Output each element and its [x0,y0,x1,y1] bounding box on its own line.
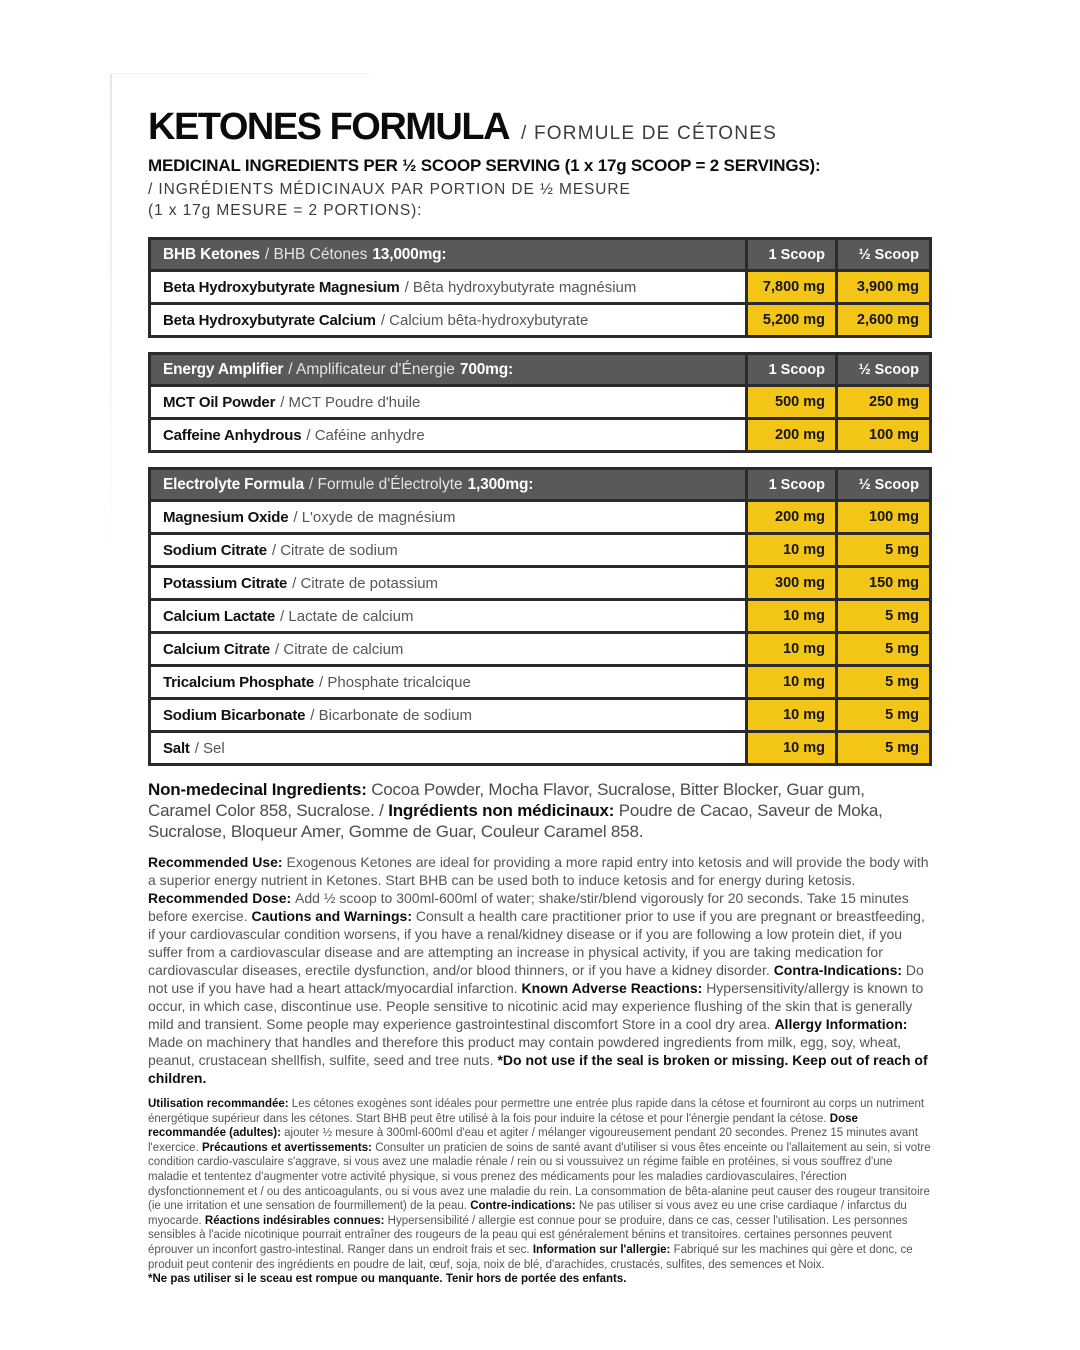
scoop-half-value: 5 mg [835,700,929,730]
text-run: Cautions and Warnings: [251,908,416,924]
col-1-scoop-header: 1 Scoop [745,355,835,384]
scoop-half-value: 5 mg [835,667,929,697]
scoop-1-value: 5,200 mg [745,305,835,335]
text-run: Consulter un praticien de soins de santé avant d'utiliser si vous êtes enceinte ou l'allaitement au sein, si votre condition cardio-vasculaire s'aggrave, si vous avez une maladie rénale / rein ou si voussuivez un régime faible en protéines, si vous souffrez d'une maladie et tententez d'augmenter votre activité physique, si vous prenez des médicaments pour les maladies cardiovasculaires, l'érection dysfonctionnement et / ou des anticoagulants, ou si vous avez une maladie du rein. La consommation de bêta-alanine peut causer des rougeur transitoire (ie une irritation et une sensation de fourmillement) de la peau. [148,1141,931,1213]
ingredient-name [151,733,745,763]
medicinal-ingredients-heading-french-line1: / INGRÉDIENTS MÉDICINAUX PAR PORTION DE ½ MESURE [148,181,631,198]
table-row [151,598,929,631]
table-name-french: / Amplificateur d'Énergie [288,360,455,378]
ingredient-name-french: / Bicarbonate de sodium [310,706,473,724]
text-run: Exogenous Ketones are ideal for providing a more rapid entry into ketosis and will provide the body with a superior energy nutrient in Ketones. Start BHB can be used both to induce ketosis and for energy during ketosis. [148,854,929,888]
medicinal-ingredients-heading-french-line2: (1 x 17g MESURE = 2 PORTIONS): [148,202,423,219]
text-run: Information sur l'allergie: [532,1243,674,1256]
ingredient-name-french: / Citrate de sodium [271,541,398,559]
text-run: Non-medecinal Ingredients: [148,780,372,799]
ingredient-name-french: / L'oxyde de magnésium [293,508,456,526]
table-row [151,532,929,565]
ingredient-name [151,601,745,631]
ingredient-name-english: Calcium Lactate [163,607,276,625]
scoop-half-value: 5 mg [835,601,929,631]
table-row [151,269,929,302]
usage-warnings-english [148,853,932,1087]
text-run: Fabriqué sur les machines qui gère et donc, ce produit peut contenir des ingrédients en poudre de lait, œuf, soja, noix de blé, d'arachides, crustacés, sulfites, des semences et Noix. [148,1243,913,1271]
text-run: Utilisation recommandée: [148,1098,292,1110]
ingredient-name-french: / Caféine anhydre [306,426,425,444]
medicinal-ingredients-heading: MEDICINAL INGREDIENTS PER ½ SCOOP SERVING (1 x 17g SCOOP = 2 SERVINGS): [148,156,821,175]
col-half-scoop-header: ½ Scoop [835,355,929,384]
table-name-french: / Formule d'Électrolyte [308,475,463,493]
ingredient-name-english: Caffeine Anhydrous [163,426,302,444]
col-half-scoop-header: ½ Scoop [835,240,929,269]
scoop-half-value: 3,900 mg [835,272,929,302]
scoop-1-value: 300 mg [745,568,835,598]
ingredient-name-french: / Citrate de potassium [292,574,439,592]
text-run: Recommended Use: [148,854,287,870]
product-title-french: / FORMULE DE CÉTONES [521,123,777,144]
table-row [151,302,929,335]
table-row [151,664,929,697]
table-header-row [151,470,929,499]
table-header-row [151,240,929,269]
ingredient-table [148,237,932,338]
ingredient-name-english: Potassium Citrate [163,574,288,592]
page-edge-horizontal [110,73,370,74]
ingredient-name-english: Sodium Bicarbonate [163,706,306,724]
table-row [151,499,929,532]
text-run: Réactions indésirables connues: [204,1214,388,1227]
text-run: Cocoa Powder, Mocha Flavor, Sucralose, Bitter Blocker, Guar gum, Caramel Color 858, Sucralose. / [148,780,865,820]
scoop-half-value: 100 mg [835,420,929,450]
usage-warnings-french [148,1097,932,1287]
table-name-french: / BHB Cétones [264,245,368,263]
text-run: ajouter ½ mesure à 300ml-600ml d'eau et agiter / mélanger vigoureusement pendant 20 secondes. Prenez 15 minutes avant l'exercice. [148,1127,918,1154]
table-header-row [151,355,929,384]
ingredient-name-english: Calcium Citrate [163,640,271,658]
scoop-half-value: 5 mg [835,733,929,763]
scoop-half-value: 250 mg [835,387,929,417]
text-run: Add ½ scoop to 300ml-600ml of water; shake/stir/blend vigorously for 20 seconds. Take 15 minutes before exercise. [148,890,909,924]
scoop-1-value: 10 mg [745,535,835,565]
ingredient-name-french: / Sel [194,739,225,757]
text-run: Hypersensibilité / allergie est connue pour se produire, dans ce cas, cesser l'utilisation. Les personnes sensibles à l'acide nicotinique pourrait entraîner des rougeurs de la peau qui est généralement bénins et transitoires. certaines personnes peuvent éprouver un inconfort gastro-intestinal. Ranger dans un endroit frais et sec. [148,1214,908,1256]
scoop-half-value: 150 mg [835,568,929,598]
table-header-title [151,355,745,384]
text-run: Poudre de Cacao, Saveur de Moka, Sucralose, Bloqueur Amer, Gomme de Guar, Couleur Caramel 858. [148,801,883,841]
ingredient-tables [148,237,932,766]
ingredient-name-french: / Phosphate tricalcique [319,673,471,691]
table-name-english: BHB Ketones [163,245,260,263]
scoop-1-value: 10 mg [745,700,835,730]
ingredient-name [151,387,745,417]
ingredient-name [151,502,745,532]
ingredient-name [151,272,745,302]
text-run: Précautions et avertissements: [201,1141,376,1154]
scoop-1-value: 200 mg [745,420,835,450]
text-run: Recommended Dose: [148,890,296,906]
text-run: Ingrédients non médicinaux: [388,801,619,820]
ingredient-name [151,305,745,335]
ingredient-name-english: Beta Hydroxybutyrate Magnesium [163,278,400,296]
scoop-1-value: 7,800 mg [745,272,835,302]
table-total-amount: 1,300mg: [467,475,534,493]
scoop-1-value: 10 mg [745,634,835,664]
table-total-amount: 13,000mg: [372,245,447,263]
ingredient-name-french: / Citrate de calcium [275,640,404,658]
page-edge-vertical [110,73,112,553]
text-run: Contra-Indications: [773,962,906,978]
col-1-scoop-header: 1 Scoop [745,470,835,499]
ingredient-name-french: / MCT Poudre d'huile [280,393,421,411]
text-run: Ne pas utiliser si vous avez eu une crise cardiaque / infarctus du myocarde. [148,1200,907,1227]
text-run: Consult a health care practitioner prior to use if you are pregnant or breastfeeding, if your cardiovascular condition worsens, if you have a renal/kidney disease or if you are following a low protein diet, if you suffer from a cardiovascular disease and are attempting an increase in physical activity, if you are taking medication for cardiovascular diseases, erectile dysfunction, and/or blood thinners, or if you have a kidney disorder. [148,908,925,978]
text-run: Known Adverse Reactions: [521,980,707,996]
ingredient-table [148,467,932,766]
table-row [151,697,929,730]
scoop-half-value: 5 mg [835,634,929,664]
ingredient-name-english: Salt [163,739,190,757]
non-medicinal-ingredients [148,779,932,842]
ingredient-name-french: / Bêta hydroxybutyrate magnésium [404,278,637,296]
table-name-english: Energy Amplifier [163,360,284,378]
ingredient-name [151,420,745,450]
ingredient-name [151,700,745,730]
ingredient-name-english: Tricalcium Phosphate [163,673,315,691]
scoop-1-value: 200 mg [745,502,835,532]
table-row [151,565,929,598]
scoop-1-value: 10 mg [745,601,835,631]
table-name-english: Electrolyte Formula [163,475,304,493]
scoop-1-value: 10 mg [745,733,835,763]
text-run: Allergy Information: [774,1016,908,1032]
table-row [151,631,929,664]
table-header-title [151,240,745,269]
ingredient-name [151,667,745,697]
scoop-1-value: 500 mg [745,387,835,417]
text-run: Contre-indications: [470,1200,579,1213]
label-content [148,106,932,1287]
title-row [148,106,932,149]
text-run: Dose recommandée (adultes): [148,1112,858,1140]
scoop-half-value: 2,600 mg [835,305,929,335]
table-row [151,384,929,417]
table-header-title [151,470,745,499]
ingredient-name [151,568,745,598]
text-run: Les cétones exogènes sont idéales pour permettre une entrée plus rapide dans la cétose et fourniront au corps un nutriment énergétique supérieur dans les cétones. Start BHB peut être utilisé à la fois pour induire la cétose et pour l'énergie pendant la cétose. [148,1098,925,1125]
ingredient-name [151,535,745,565]
text-run: *Ne pas utiliser si le sceau est rompue ou manquante. Tenir hors de portée des enfants. [148,1273,627,1286]
ingredient-name-english: Magnesium Oxide [163,508,289,526]
scoop-1-value: 10 mg [745,667,835,697]
ingredient-name-french: / Lactate de calcium [280,607,414,625]
ingredient-name-english: Sodium Citrate [163,541,267,559]
col-half-scoop-header: ½ Scoop [835,470,929,499]
ingredient-name-french: / Calcium bêta-hydroxybutyrate [380,311,589,329]
ingredient-name [151,634,745,664]
text-run: *Do not use if the seal is broken or missing. Keep out of reach of children. [148,1052,928,1086]
text-run: Do not use if you have had a heart attack/myocardial infarction. [148,962,924,996]
text-run: Hypersensitivity/allergy is known to occur, in which case, discontinue use. People sensitive to nicotinic acid may experience flushing of the skin that is generally mild and transient. Some people may experience gastrointestinal discomfort Store in a cool dry area. [148,980,924,1032]
ingredient-name-english: Beta Hydroxybutyrate Calcium [163,311,376,329]
table-total-amount: 700mg: [459,360,513,378]
scoop-half-value: 100 mg [835,502,929,532]
scoop-half-value: 5 mg [835,535,929,565]
col-1-scoop-header: 1 Scoop [745,240,835,269]
ingredient-table [148,352,932,453]
product-title: KETONES FORMULA [148,106,510,148]
table-row [151,417,929,450]
text-run: Made on machinery that handles and therefore this product may contain powdered ingredients from milk, egg, soy, wheat, peanut, crustacean shellfish, sulfite, seed and tree nuts. [148,1034,902,1068]
ingredient-name-english: MCT Oil Powder [163,393,276,411]
table-row [151,730,929,763]
